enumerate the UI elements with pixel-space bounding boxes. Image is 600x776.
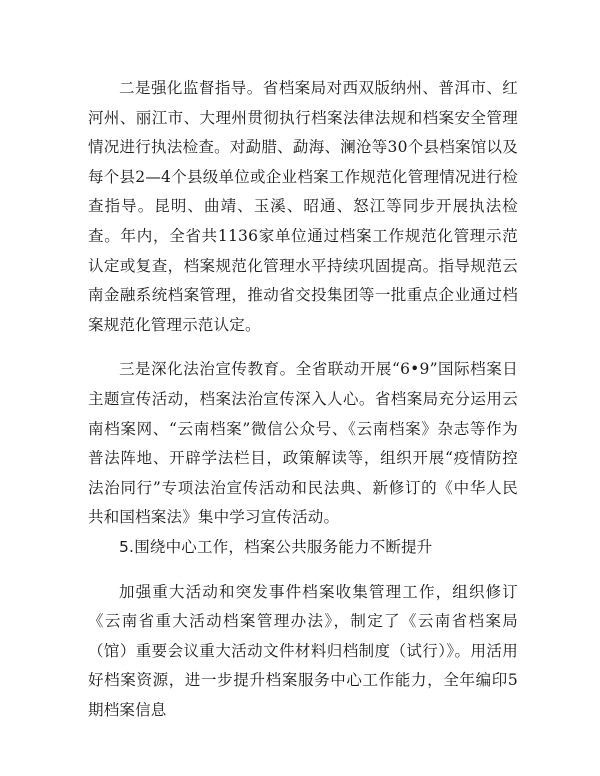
document-body [88,74,518,725]
section-heading: 5.围绕中心工作，档案公共服务能力不断提升 [119,537,433,556]
paragraph-public-service: 加强重大活动和突发事件档案收集管理工作，组织修订《云南省重大活动档案管理办法》，制定了《云南省档案局（馆）重要会议重大活动文件材料归档制度（试行）》。用活用好档案资源，进一步提升档案服务中心工作能力，全年编印5期档案信息 [88,582,518,719]
paragraph-supervision: 二是强化监督指导。省档案局对西双版纳州、普洱市、红河州、丽江市、大理州贯彻执行档案法律法规和档案安全管理情况进行执法检查。对勐腊、勐海、澜沧等30个县档案馆以及每个县2—4个县级单位或企业档案工作规范化管理情况进行检查指导。昆明、曲靖、玉溪、昭通、怒江等同步开展执法检查。年内，全省共1136家单位通过档案工作规范化管理示范认定或复查，档案规范化管理水平持续巩固提高。指导规范云南金融系统档案管理，推动省交投集团等一批重点企业通过档案规范化管理示范认定。 [88,79,518,334]
paragraph-legal-publicity: 三是深化法治宣传教育。全省联动开展“6•9”国际档案日主题宣传活动，档案法治宣传深入人心。省档案局充分运用云南档案网、“云南档案”微信公众号、《云南档案》杂志等作为普法阵地、开辟学法栏目，政策解读等，组织开展“疫情防控法治同行”专项法治宣传活动和民法典、新修订的《中华人民共和国档案法》集中学习宣传活动。 [88,360,518,527]
